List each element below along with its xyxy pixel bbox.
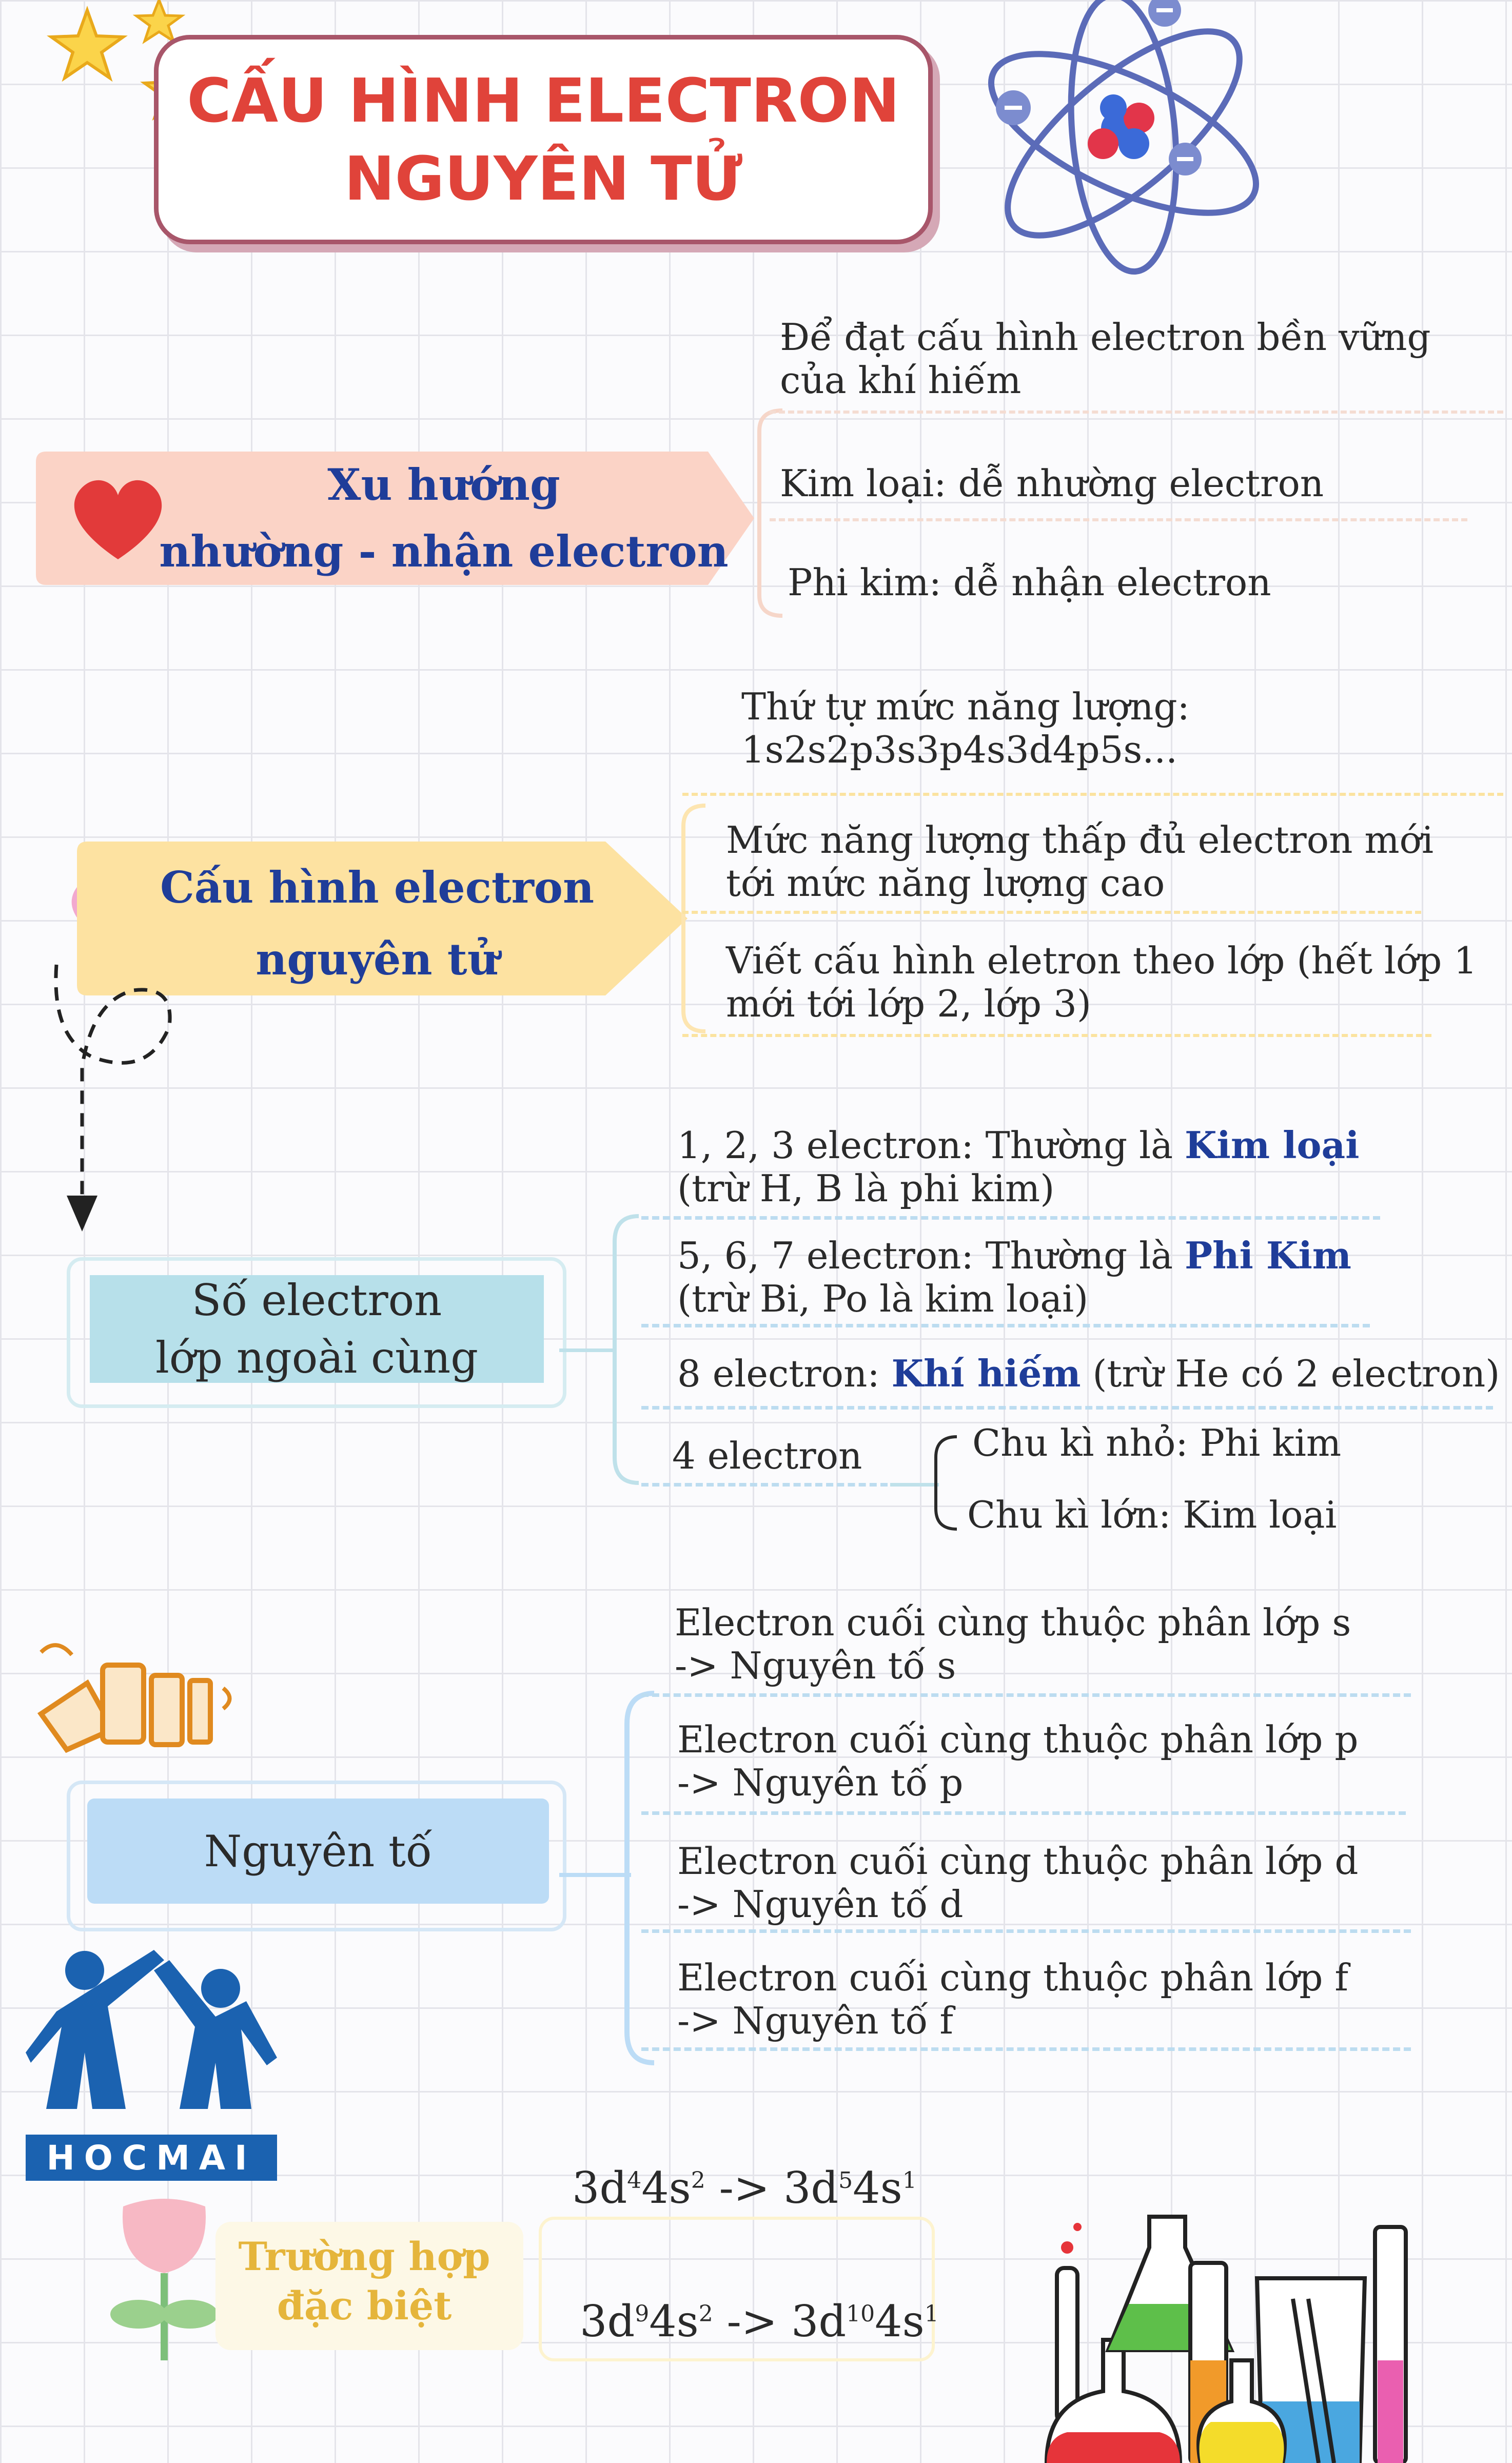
section4-item-3-line-2: -> Nguyên tố d xyxy=(677,1883,964,1926)
divider xyxy=(641,2047,1411,2051)
formula-term: 3d xyxy=(783,2163,839,2213)
section1-item-1 xyxy=(780,316,1431,402)
section2-label-line-2: nguyên tử xyxy=(256,934,499,985)
section4-item-4-line-2: -> Nguyên tố f xyxy=(677,1999,954,2042)
section3-item-1 xyxy=(677,1124,1360,1210)
formula-term: 3d xyxy=(791,2296,847,2347)
section2-bracket xyxy=(677,795,708,1042)
hocmai-logo xyxy=(26,1940,277,2181)
formula-superscript: 2 xyxy=(691,2167,705,2194)
section3-label xyxy=(90,1275,544,1383)
divider xyxy=(682,793,1503,796)
formula-superscript: 2 xyxy=(698,2301,713,2327)
books-icon xyxy=(31,1637,246,1755)
section3-bracket xyxy=(605,1206,641,1493)
formula-arrow: -> xyxy=(705,2163,783,2213)
section4-item-3 xyxy=(677,1840,1359,1926)
section2-item-2 xyxy=(726,818,1434,905)
section4-item-1-line-1: Electron cuối cùng thuộc phân lớp s xyxy=(675,1601,1351,1644)
formula-term: 4s xyxy=(649,2296,699,2347)
section2-item-3-line-2: mới tới lớp 2, lớp 3) xyxy=(726,982,1091,1025)
section3-sub-bracket xyxy=(929,1432,959,1534)
section4-item-2-line-2: -> Nguyên tố p xyxy=(677,1761,964,1804)
section2-item-3-line-1: Viết cấu hình eletron theo lớp (hết lớp 1 xyxy=(726,939,1478,982)
divider xyxy=(641,1693,1411,1697)
hocmai-logo-text: HOCMAI xyxy=(26,2135,277,2181)
section1-label-line-2: nhường - nhận electron xyxy=(159,526,729,577)
section3-item-1-text: 1, 2, 3 electron: Thường là xyxy=(677,1124,1185,1167)
dashed-arrow xyxy=(46,954,200,1242)
section4-item-2 xyxy=(677,1718,1359,1804)
title-line-1: CẤU HÌNH ELECTRON xyxy=(187,65,900,136)
highlight-phi-kim: Phi Kim xyxy=(1184,1234,1351,1277)
section4-label-text: Nguyên tố xyxy=(204,1826,433,1876)
section4-item-3-line-1: Electron cuối cùng thuộc phân lớp d xyxy=(677,1840,1359,1883)
page-title xyxy=(154,35,933,244)
special-label-line-1: Trường hợp xyxy=(238,2234,490,2279)
lab-glassware-icon xyxy=(1036,2206,1498,2463)
special-label-line-2: đặc biệt xyxy=(277,2283,452,2329)
hocmai-people-icon xyxy=(26,1940,277,2135)
formula-superscript: 1 xyxy=(902,2167,917,2194)
formula-arrow: -> xyxy=(713,2296,791,2347)
section2-item-1-line-1: Thứ tự mức năng lượng: xyxy=(741,685,1190,728)
section3-label-line-2: lớp ngoài cùng xyxy=(155,1333,478,1383)
section2-item-1 xyxy=(741,685,1190,771)
flower-icon xyxy=(108,2196,221,2360)
formula-term: 3d xyxy=(572,2163,627,2213)
section4-label xyxy=(87,1799,549,1904)
formula-term: 3d xyxy=(580,2296,635,2347)
section3-item-3-text: 8 electron: xyxy=(677,1352,892,1395)
divider xyxy=(682,911,1421,914)
section3-item-2 xyxy=(677,1234,1351,1320)
highlight-kim-loai: Kim loại xyxy=(1184,1123,1360,1167)
formula-superscript: 1 xyxy=(924,2301,939,2327)
divider xyxy=(770,518,1467,521)
divider xyxy=(641,1929,1411,1933)
special-formula-2 xyxy=(580,2289,939,2347)
formula-term: 4s xyxy=(875,2296,925,2347)
section1-label xyxy=(154,452,734,585)
formula-superscript: 4 xyxy=(627,2167,642,2194)
formula-term: 4s xyxy=(641,2163,691,2213)
special-formula-1 xyxy=(572,2155,917,2214)
formula-superscript: 10 xyxy=(846,2301,875,2327)
section3-item-2-text: 5, 6, 7 electron: Thường là xyxy=(677,1234,1185,1277)
section4-item-4-line-1: Electron cuối cùng thuộc phân lớp f xyxy=(677,1956,1349,1999)
divider xyxy=(641,1216,1380,1220)
section1-item-1-line-2: của khí hiếm xyxy=(780,359,1022,402)
section1-bracket xyxy=(754,400,785,626)
section3-item-3-note: (trừ He có 2 electron) xyxy=(1081,1352,1500,1395)
formula-superscript: 9 xyxy=(635,2301,650,2327)
formula-superscript: 5 xyxy=(838,2167,853,2194)
divider xyxy=(641,1811,1406,1815)
title-line-2: NGUYÊN TỬ xyxy=(344,143,743,214)
divider xyxy=(641,1324,1370,1327)
section4-bracket xyxy=(616,1683,657,2073)
atom-icon xyxy=(965,0,1283,298)
section3-four-small: Chu kì nhỏ: Phi kim xyxy=(972,1421,1342,1464)
formula-term: 4s xyxy=(853,2163,902,2213)
section4-item-2-line-1: Electron cuối cùng thuộc phân lớp p xyxy=(677,1718,1359,1761)
section3-four-label: 4 electron xyxy=(672,1434,862,1477)
section3-label-line-1: Số electron xyxy=(191,1275,442,1325)
divider xyxy=(770,411,1503,414)
section1-item-2: Kim loại: dễ nhường electron xyxy=(780,462,1324,505)
section2-item-2-line-1: Mức năng lượng thấp đủ electron mới xyxy=(726,818,1434,862)
section1-label-line-1: Xu hướng xyxy=(327,459,560,510)
section3-item-2-line-2: (trừ Bi, Po là kim loại) xyxy=(677,1277,1089,1320)
section2-item-3 xyxy=(726,939,1477,1025)
divider xyxy=(682,1034,1431,1037)
divider xyxy=(641,1483,888,1487)
section4-item-1-line-2: -> Nguyên tố s xyxy=(675,1644,956,1687)
section2-label-line-1: Cấu hình electron xyxy=(160,862,595,913)
section2-item-2-line-2: tới mức năng lượng cao xyxy=(726,862,1165,905)
divider xyxy=(641,1406,1493,1410)
section1-item-3: Phi kim: dễ nhận electron xyxy=(788,561,1271,604)
section4-item-4 xyxy=(677,1956,1348,2042)
section2-item-1-line-2: 1s2s2p3s3p4s3d4p5s... xyxy=(741,728,1178,771)
section4-item-1 xyxy=(675,1601,1351,1687)
section3-four-large: Chu kì lớn: Kim loại xyxy=(967,1493,1337,1536)
section1-item-1-line-1: Để đạt cấu hình electron bền vững xyxy=(780,316,1431,359)
special-label xyxy=(215,2232,513,2331)
section3-item-1-line-2: (trừ H, B là phi kim) xyxy=(677,1167,1055,1210)
highlight-khi-hiem: Khí hiếm xyxy=(891,1352,1081,1395)
section3-item-3 xyxy=(677,1352,1500,1395)
